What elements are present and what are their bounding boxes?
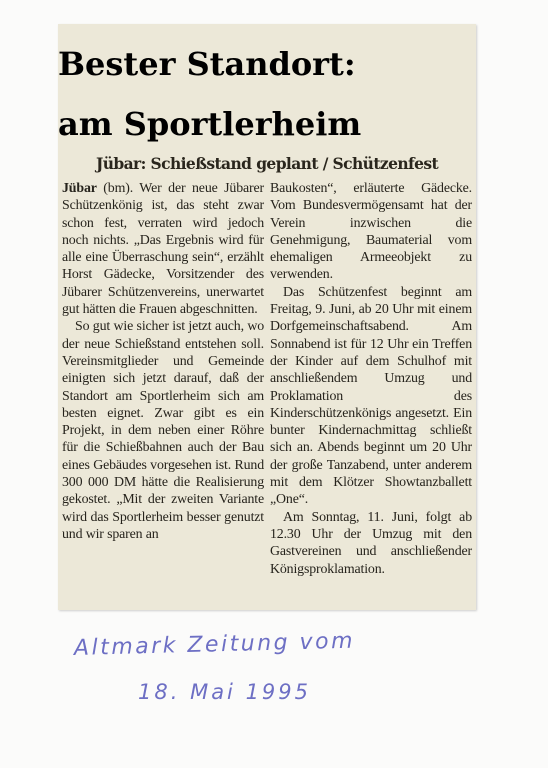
article-paragraph: Am Sonntag, 11. Juni, folgt ab 12.30 Uhr der Umzug mit den Gastvereinen und anschließender Königsproklamation. [270,509,472,577]
dateline: Jübar [62,181,97,196]
handwritten-source-note: Altmark Zeitung vom [73,628,356,661]
article-paragraph: Baukosten“, erläuterte Gädecke. Vom Bundesvermögensamt hat der Verein inzwischen die Genehmigung, Baumaterial vom ehemaligen Armeeobjekt zu verwenden. [270,181,472,283]
article-column-left [62,180,264,543]
article-paragraph: So gut wie sicher ist jetzt auch, wo der neue Schießstand entstehen soll. Vereinsmitglieder und Gemeinde einigten sich jetzt darauf, daß der Standort am Sportlerheim sich am besten eignet. Zwar gibt es ein Projekt, in dem neben einer Röhre für die Schießbahnen auch der Bau eines Gebäudes vorgesehen ist. Rund 300 000 DM hätte die Realisierung gekostet. „Mit der zweiten Variante wird das Sportlerheim besser genutzt und wir sparen an [62,319,264,542]
article-paragraph: Das Schützenfest beginnt am Freitag, 9. Juni, ab 20 Uhr mit einem Dorfgemeinschaftsabend. Am Sonnabend ist für 12 Uhr ein Treffen der Kinder auf dem Schulhof mit anschließendem Umzug und Proklamation des Kinderschützenkönigs angesetzt. Ein bunter Kindernachmittag schließt sich an. Abends beginnt um 20 Uhr der große Tanzabend, unter anderem mit dem Klötzer Showtanzballett „One“. [270,284,472,508]
headline-line-2: am Sportlerheim [58,104,362,143]
article-paragraph [62,180,264,318]
newspaper-clipping [58,24,476,610]
subheadline: Jübar: Schießstand geplant / Schützenfest [95,154,439,173]
handwritten-date-note: 18. Mai 1995 [138,680,312,704]
paragraph-text: (bm). Wer der neue Jübarer Schützenkönig ist, das steht zwar schon fest, verraten wird jedoch noch nichts. „Das Ergebnis wird für alle eine Überraschung sein“, erzählt Horst Gädecke, Vorsitzender des Jübarer Schützenvereins, unerwartet gut hätten die Frauen abgeschnitten. [62,181,264,318]
article-column-right [270,180,472,578]
headline-line-1: Bester Standort: [58,45,356,84]
